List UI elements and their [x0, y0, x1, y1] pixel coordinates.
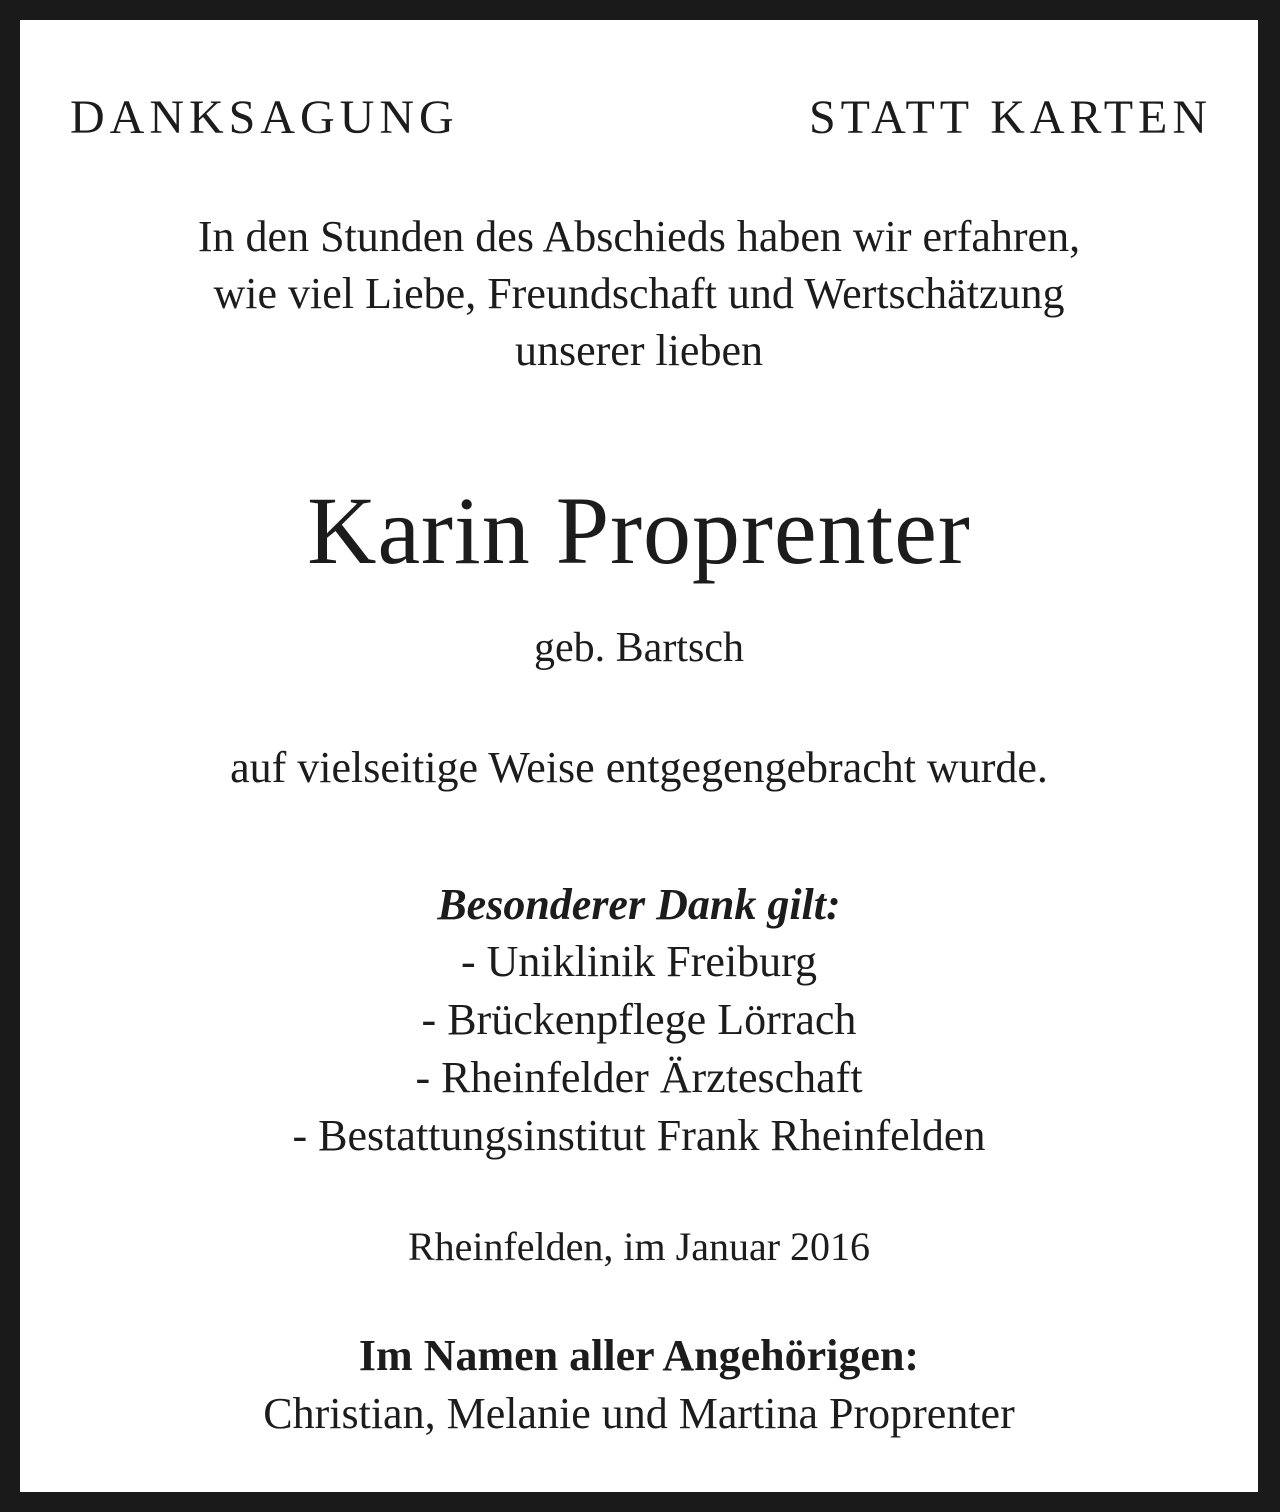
special-thanks-heading: Besonderer Dank gilt: — [437, 880, 841, 929]
intro-text — [20, 208, 1258, 379]
special-thanks-list — [20, 933, 1258, 1165]
obituary-notice — [20, 20, 1258, 1492]
list-item: - Rheinfelder Ärzteschaft — [415, 1053, 863, 1102]
received-text: auf vielseitige Weise entgegengebracht wurde. — [230, 743, 1048, 792]
deceased-name: Karin Proprenter — [307, 477, 971, 584]
family-names: Christian, Melanie und Martina Proprenter — [263, 1389, 1015, 1438]
intro-line: unserer lieben — [515, 326, 763, 375]
intro-line: In den Stunden des Abschieds haben wir erfahren, — [197, 212, 1081, 261]
list-item: - Uniklinik Freiburg — [460, 937, 818, 986]
header-thanks-label: DANKSAGUNG — [70, 91, 459, 144]
header-instead-of-cards-label: STATT KARTEN — [808, 91, 1212, 144]
place-and-date: Rheinfelden, im Januar 2016 — [407, 1224, 871, 1269]
family-heading: Im Namen aller Angehörigen: — [358, 1331, 920, 1380]
list-item: - Bestattungsinstitut Frank Rheinfelden — [292, 1111, 986, 1160]
intro-line: wie viel Liebe, Freundschaft und Wertschätzung — [213, 269, 1065, 318]
maiden-name: geb. Bartsch — [534, 625, 744, 671]
list-item: - Brückenpflege Lörrach — [421, 995, 857, 1044]
